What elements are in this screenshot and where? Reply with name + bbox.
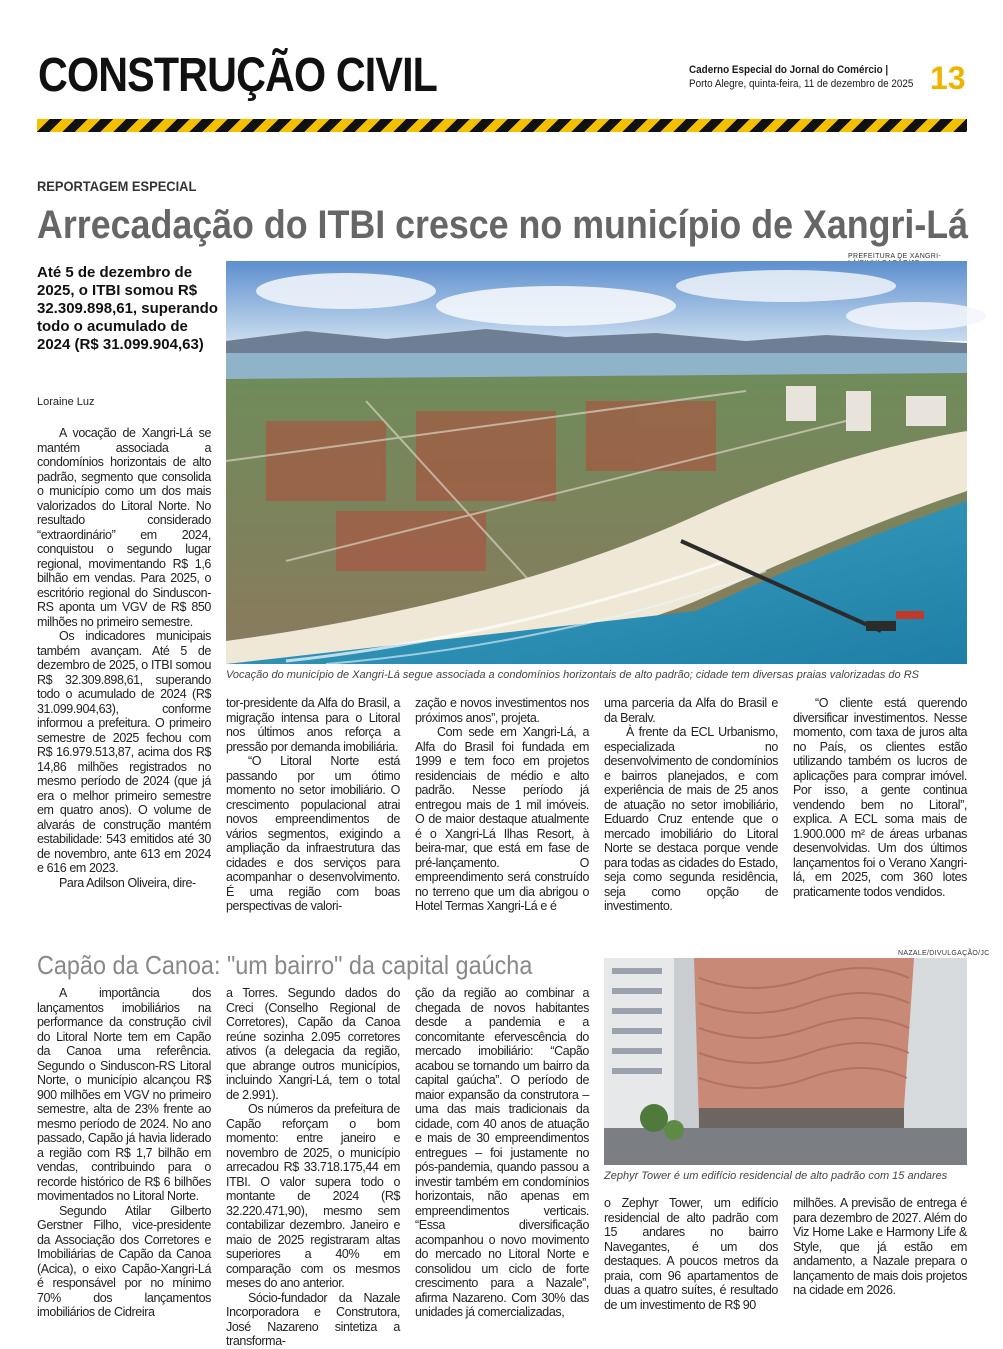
paragraph: À frente da ECL Urbanismo, especializada no desenvolvimento de condomínios e bairros planejados, e com experiência de mais de 25 anos de atuação no setor imobiliário, Eduardo Cruz entende que o mercado imobiliário do Litoral Norte se destaca porque vende para todas as cidades do Estado, seja como segunda residência, seja como opção de investimento.	[604, 725, 778, 913]
paragraph: “O Litoral Norte está passando por um ótimo momento no setor imobiliário. O crescimento populacional atrai novos empreendimentos de vários segmentos, exigindo a ampliação da infraestrutura das cidades e dos serviços para acompanhar o desenvolvimento. É uma região com boas perspectivas de valori-	[226, 754, 400, 913]
article1-column-5	[793, 696, 967, 908]
article-lead: Até 5 de dezembro de 2025, o ITBI somou R$ 32.309.898,61, superando todo o acumulado de 2024 (R$ 31.099.904,63)	[37, 264, 218, 353]
photo-caption: Zephyr Tower é um edifício residencial de alto padrão com 15 andares	[604, 1170, 948, 1182]
paragraph: zação e novos investimentos nos próximos anos”, projeta.	[415, 696, 589, 725]
article-headline: Arrecadação do ITBI cresce no município de Xangri-Lá	[37, 203, 969, 247]
article2-column-5	[793, 1196, 967, 1306]
paragraph: ção da região ao combinar a chegada de novos habitantes desde a pandemia e a concomitante efervescência do mercado imobiliário: “Capão acabou se tornando um bairro da capital gaúcha”. O período de maior expansão da construtora – uma das mais tradicionais da cidade, com 40 anos de atuação e mais de 30 empreendimentos entregues – foi justamente no pós-pandemia, quando passou a investir também em condomínios horizontais, não apenas em empreendimentos verticais. “Essa diversificação acompanhou o novo movimento do mercado no Litoral Norte e consolidou um ciclo de forte crescimento para a Nazale”, afirma Nazareno. Com 30% das unidades já comercializadas,	[415, 986, 589, 1319]
article-kicker: REPORTAGEM ESPECIAL	[37, 178, 197, 194]
paragraph: Sócio-fundador da Nazale Incorporadora e Construtora, José Nazareno sintetiza a transforma-	[226, 1290, 400, 1348]
publication-name: Caderno Especial do Jornal do Comércio |	[689, 64, 889, 76]
article1-column-2	[226, 696, 400, 913]
paragraph: Para Adilson Oliveira, dire-	[59, 875, 196, 890]
paragraph: Com sede em Xangri-Lá, a Alfa do Brasil foi fundada em 1999 e tem foco em projetos residenciais de médio e alto padrão. Nesse período já entregou mais de 1 mil imóveis. O de maior destaque atualmente é o Xangri-Lá Ilhas Resort, à beira-mar, que está em fase de pré-lançamento. O empreendimento será construído no terreno que um dia abrigou o Hotel Termas Xangri-Lá e é	[415, 725, 589, 913]
paragraph: Os números da prefeitura de Capão reforçam o bom momento: entre janeiro e novembro de 2025, o município arrecadou R$ 33.718.175,44 em ITBI. O valor supera todo o montante de 2024 (R$ 32.220.471,90), mesmo sem contabilizar dezembro. Janeiro e maio de 2025 registraram altas superiores a 40% em comparação com os mesmos meses do ano anterior.	[226, 1102, 400, 1290]
zephyr-tower-photo	[604, 958, 967, 1165]
article1-column-1	[37, 426, 211, 908]
paragraph: milhões. A previsão de entrega é para dezembro de 2027. Além do Viz Home Lake e Harmony Life & Style, que já estão em andamento, a Nazale prepara o lançamento de mais dois projetos na cidade em 2026.	[793, 1196, 967, 1297]
article2-column-4	[604, 1196, 778, 1312]
publication-date: Porto Alegre, quinta-feira, 11 de dezembro de 2025	[689, 78, 914, 90]
article2-column-1	[37, 986, 211, 1319]
paragraph: “O cliente está querendo diversificar investimentos. Nesse momento, com taxa de juros alta no País, os clientes estão utilizando também os lucros de aplicações para comprar imóvel. Por isso, a gente continua vendendo bem no Litoral”, explica. A ECL soma mais de 1.900.000 m² de áreas urbanas desenvolvidas. Um dos últimos lançamentos foi o Verano Xangri-lá, em 2025, com 360 lotes praticamente todos vendidos.	[793, 696, 967, 899]
tower-construction-illustration	[604, 958, 967, 1165]
paragraph: Segundo Atilar Gilberto Gerstner Filho, vice-presidente da Associação dos Corretores e Imobiliárias de Capão da Canoa (Acica), o eixo Capão-Xangri-Lá é responsável por no mínimo 70% dos lançamentos imobiliários de Cidreira	[37, 1203, 211, 1319]
article-author: Loraine Luz	[37, 396, 95, 408]
article2-column-2	[226, 986, 400, 1348]
aerial-beach-photo	[226, 261, 967, 664]
photo-credit: PREFEITURA DE XANGRI-	[848, 253, 942, 260]
photo-credit: NAZALE/DIVULGAÇÃO/JC	[898, 950, 990, 957]
aerial-beach-illustration	[226, 261, 967, 664]
paragraph: a Torres. Segundo dados do Creci (Conselho Regional de Corretores), Capão da Canoa reúne sozinha 2.095 corretores ativos (a delegacia da região, que abrange outros municípios, incluindo Xangri-Lá, tem o total de 2.991).	[226, 986, 400, 1102]
page-number: 13	[930, 60, 966, 96]
paragraph: tor-presidente da Alfa do Brasil, a migração intensa para o Litoral nos últimos anos reforça a pressão por demanda imobiliária.	[226, 696, 400, 754]
paragraph: A vocação de Xangri-Lá se mantém associada a condomínios horizontais de alto padrão, segmento que consolida o município como um dos mais valorizados do Litoral Norte. No resultado considerado “extraordinário” em 2024, conquistou o segundo lugar regional, movimentando R$ 1,6 bilhão em vendas. Para 2025, o escritório regional do Sinduscon-RS aponta um VGV de R$ 850 milhões no primeiro semestre.	[37, 426, 211, 629]
paragraph: o Zephyr Tower, um edifício residencial de alto padrão com 15 andares no bairro Navegantes, é um dos destaques. A poucos metros da praia, com 96 apartamentos de duas a quatro suítes, é resultado de um investimento de R$ 90	[604, 1196, 778, 1312]
article1-column-3	[415, 696, 589, 913]
section-title: CONSTRUÇÃO CIVIL	[38, 49, 438, 102]
hazard-stripe-divider	[37, 119, 967, 132]
paragraph: uma parceria da Alfa do Brasil e da Beralv.	[604, 696, 778, 725]
article2-column-3	[415, 986, 589, 1319]
paragraph: A importância dos lançamentos imobiliários na performance da construção civil do Litoral Norte tem em Capão da Canoa uma referência. Segundo o Sinduscon-RS Litoral Norte, o município alcançou R$ 900 milhões em VGV no primeiro semestre, alta de 23% frente ao mesmo período de 2024. No ano passado, Capão já havia liderado a região com R$ 1,7 bilhão em vendas, contribuindo para o recorde histórico de R$ 6 bilhões movimentados no Litoral Norte.	[37, 986, 211, 1203]
article1-column-4	[604, 696, 778, 913]
paragraph: Os indicadores municipais também avançam. Até 5 de dezembro de 2025, o ITBI somou R$ 32.309.898,61, superando todo o acumulado de 2024 (R$ 31.099.904,63), conforme informou a prefeitura. O primeiro semestre de 2025 fechou com R$ 16.979.513,87, acima dos R$ 14,86 milhões registrados no mesmo período de 2024 (que já era o melhor primeiro semestre em quatro anos). O volume de alvarás de construção mantém estabilidade: 543 emitidos até 30 de novembro, ante 613 em 2024 e 616 em 2023.	[37, 629, 211, 875]
article2-headline: Capão da Canoa: "um bairro" da capital gaúcha	[37, 950, 533, 980]
photo-caption: Vocação do município de Xangri-Lá segue associada a condomínios horizontais de alto padrão; cidade tem diversas praias valorizadas do RS	[226, 669, 919, 681]
